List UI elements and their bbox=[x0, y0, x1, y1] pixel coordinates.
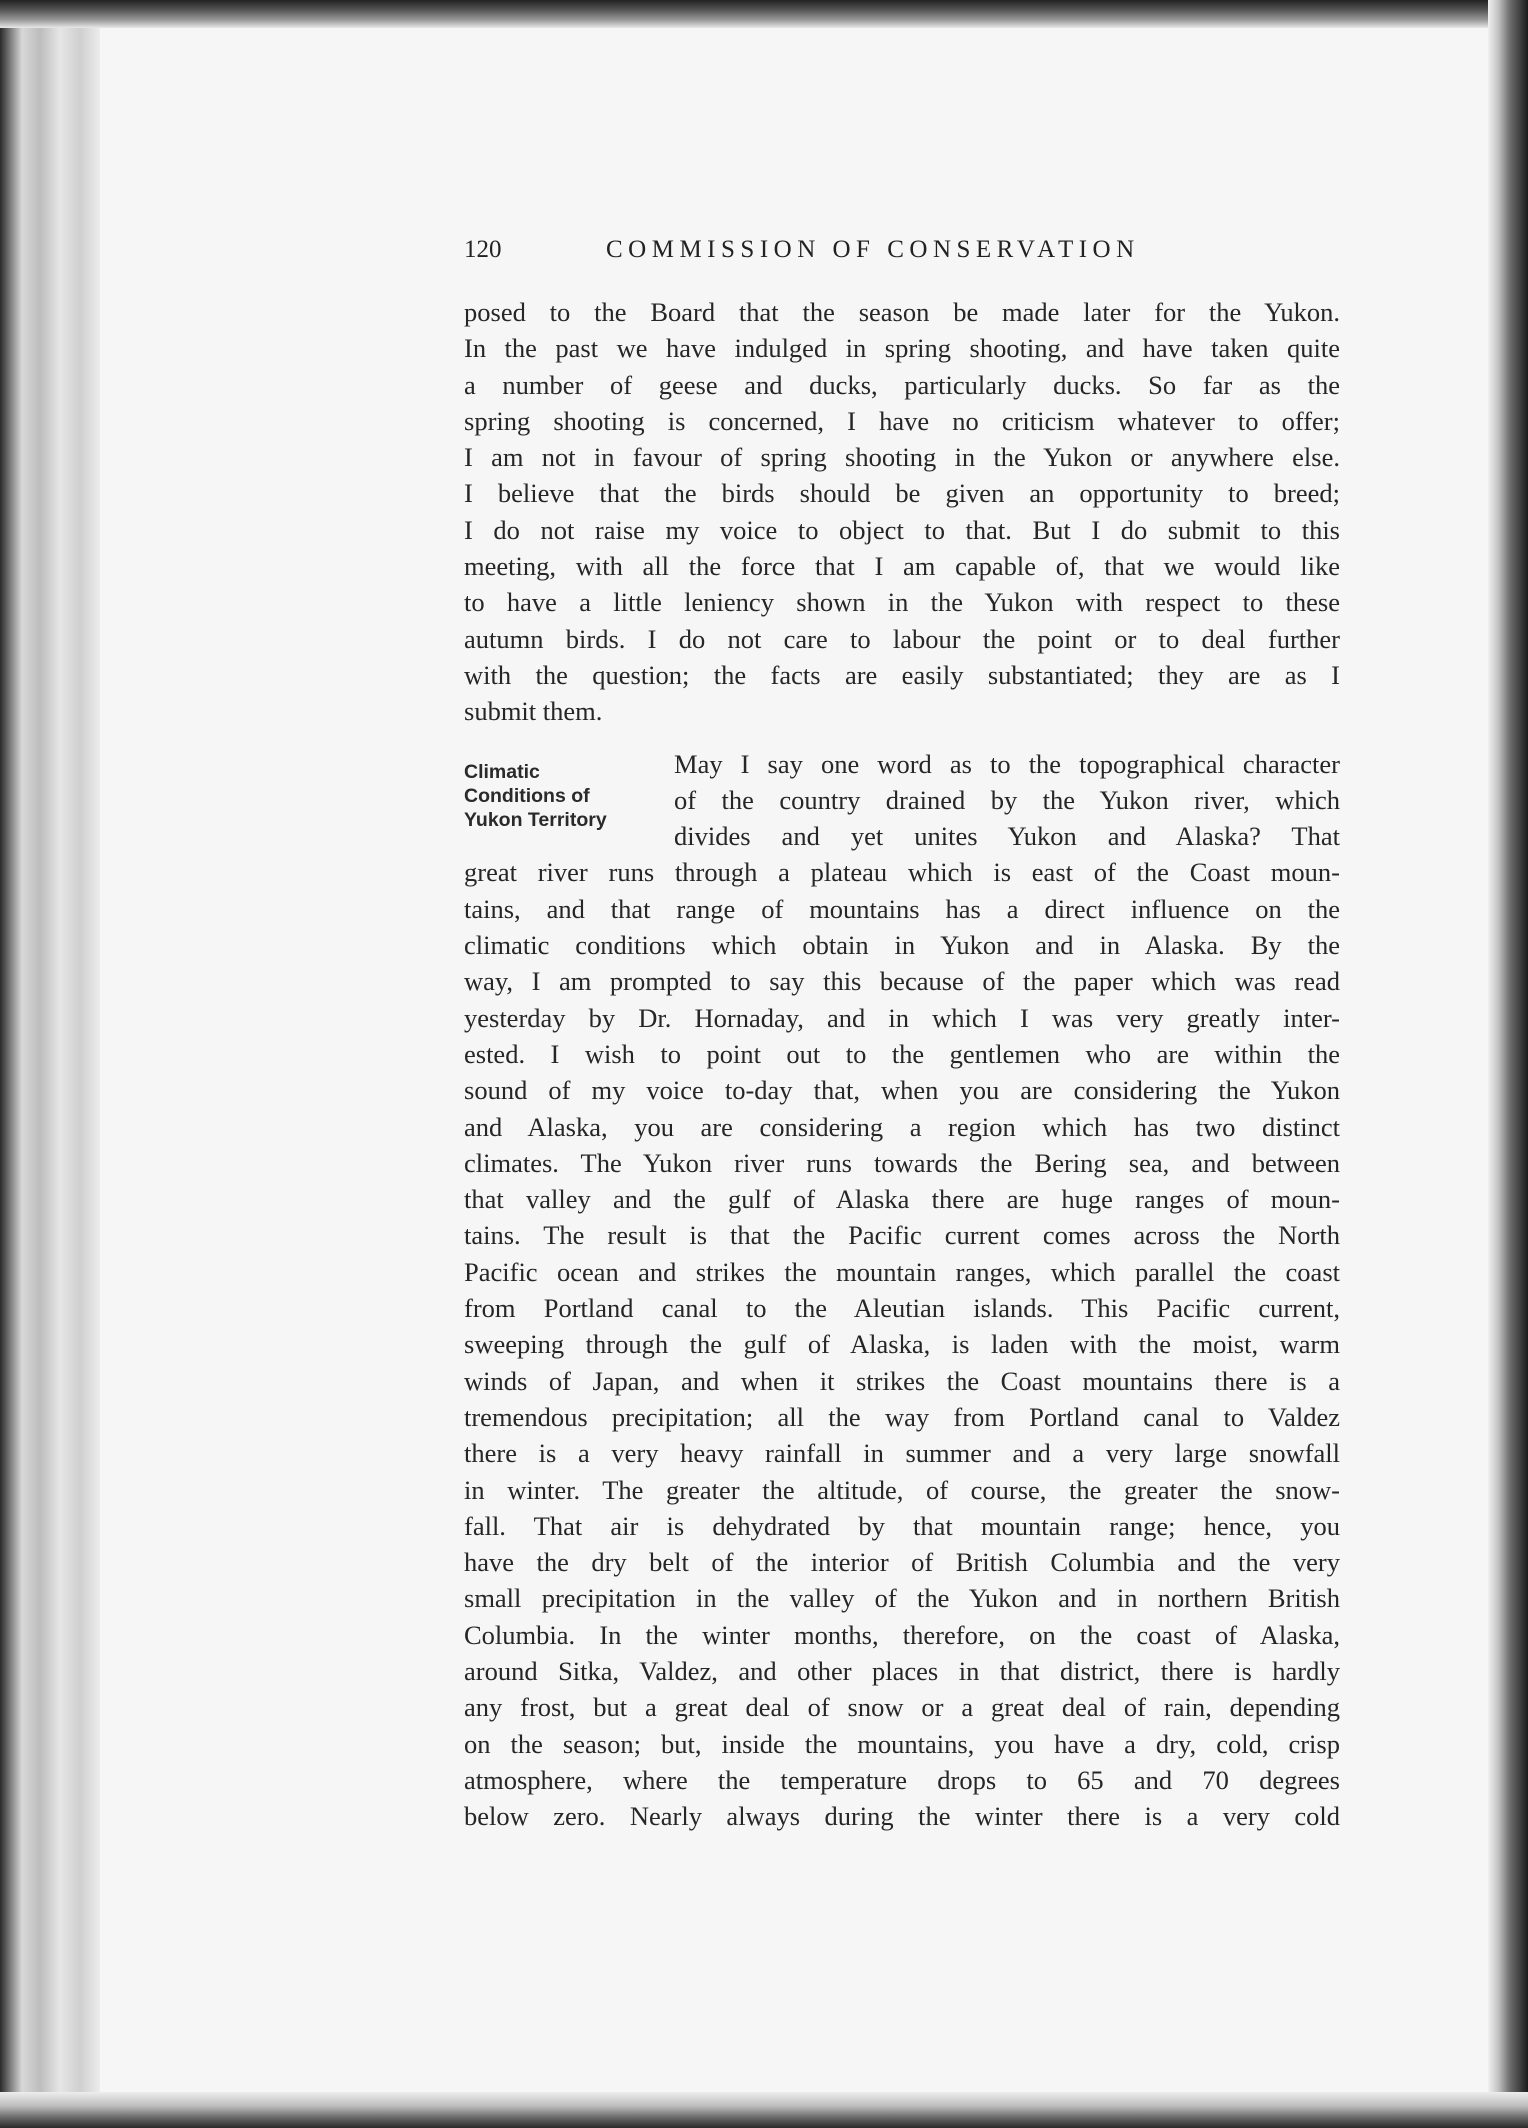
scan-edge-bottom bbox=[0, 2092, 1528, 2128]
text-line: atmosphere, where the temperature drops to 65 and 70 degrees bbox=[464, 1764, 1340, 1795]
text-line: a number of geese and ducks, particularly ducks. So far as the bbox=[464, 369, 1340, 400]
text-line: I am not in favour of spring shooting in the Yukon or anywhere else. bbox=[464, 442, 1340, 473]
text-line: that valley and the gulf of Alaska there are huge ranges of moun- bbox=[464, 1184, 1340, 1215]
text-line: from Portland canal to the Aleutian islands. This Pacific current, bbox=[464, 1293, 1340, 1324]
paragraph-2 bbox=[464, 746, 1340, 1835]
text-line: around Sitka, Valdez, and other places in that district, there is hardly bbox=[464, 1655, 1340, 1686]
text-line: any frost, but a great deal of snow or a great deal of rain, depending bbox=[464, 1692, 1340, 1723]
text-line: tains. The result is that the Pacific current comes across the North bbox=[464, 1220, 1340, 1251]
text-line: climates. The Yukon river runs towards the Bering sea, and between bbox=[464, 1147, 1340, 1178]
sidenote-line: Yukon Territory bbox=[464, 809, 607, 831]
text-line: to have a little leniency shown in the Yukon with respect to these bbox=[464, 587, 1340, 618]
text-line: meeting, with all the force that I am capable of, that we would like bbox=[464, 551, 1340, 582]
scan-edge-right bbox=[1488, 0, 1528, 2128]
text-line: have the dry belt of the interior of British Columbia and the very bbox=[464, 1547, 1340, 1578]
margin-sidenote bbox=[464, 760, 664, 832]
text-line: I do not raise my voice to object to that. But I do submit to this bbox=[464, 514, 1340, 545]
text-line: small precipitation in the valley of the Yukon and in northern British bbox=[464, 1583, 1340, 1614]
text-line: autumn birds. I do not care to labour the point or to deal further bbox=[464, 623, 1340, 654]
text-line: In the past we have indulged in spring shooting, and have taken quite bbox=[464, 333, 1340, 364]
text-line: there is a very heavy rainfall in summer and a very large snowfall bbox=[464, 1438, 1340, 1469]
text-line: winds of Japan, and when it strikes the Coast mountains there is a bbox=[464, 1365, 1340, 1396]
sidenote-line: Conditions of bbox=[464, 785, 590, 807]
text-line: Pacific ocean and strikes the mountain ranges, which parallel the coast bbox=[464, 1256, 1340, 1287]
body-text bbox=[464, 294, 1340, 1834]
text-line: sweeping through the gulf of Alaska, is laden with the moist, warm bbox=[464, 1329, 1340, 1360]
text-line: way, I am prompted to say this because of the paper which was read bbox=[464, 966, 1340, 997]
text-line: of the country drained by the Yukon river, which bbox=[674, 784, 1340, 815]
paragraph-gap bbox=[464, 730, 1340, 746]
scan-edge-top bbox=[0, 0, 1528, 28]
running-title: COMMISSION OF CONSERVATION bbox=[606, 236, 1140, 263]
text-line: below zero. Nearly always during the winter there is a very cold bbox=[464, 1801, 1340, 1832]
text-line: Columbia. In the winter months, therefore, on the coast of Alaska, bbox=[464, 1619, 1340, 1650]
text-line: I believe that the birds should be given an opportunity to breed; bbox=[464, 478, 1340, 509]
text-line: tains, and that range of mountains has a direct influence on the bbox=[464, 893, 1340, 924]
text-line: ested. I wish to point out to the gentlemen who are within the bbox=[464, 1038, 1340, 1069]
paragraph-1 bbox=[464, 294, 1340, 730]
text-line: yesterday by Dr. Hornaday, and in which I was very greatly inter- bbox=[464, 1002, 1340, 1033]
text-line: posed to the Board that the season be made later for the Yukon. bbox=[464, 297, 1340, 327]
text-line: climatic conditions which obtain in Yukon and in Alaska. By the bbox=[464, 930, 1340, 961]
text-line: and Alaska, you are considering a region which has two distinct bbox=[464, 1111, 1340, 1142]
text-line: sound of my voice to-day that, when you are considering the Yukon bbox=[464, 1075, 1340, 1106]
text-line: divides and yet unites Yukon and Alaska? That bbox=[674, 821, 1340, 852]
text-line: on the season; but, inside the mountains, you have a dry, cold, crisp bbox=[464, 1728, 1340, 1759]
text-line: fall. That air is dehydrated by that mountain range; hence, you bbox=[464, 1510, 1340, 1541]
text-line: tremendous precipitation; all the way from Portland canal to Valdez bbox=[464, 1401, 1340, 1432]
sidenote-line: Climatic bbox=[464, 761, 540, 783]
page-number: 120 bbox=[464, 236, 502, 263]
running-head bbox=[464, 232, 1248, 272]
text-line: with the question; the facts are easily substantiated; they are as I bbox=[464, 659, 1340, 690]
text-line: May I say one word as to the topographical character bbox=[674, 748, 1340, 779]
text-line: spring shooting is concerned, I have no criticism whatever to offer; bbox=[464, 405, 1340, 436]
text-line: in winter. The greater the altitude, of course, the greater the snow- bbox=[464, 1474, 1340, 1505]
text-line: great river runs through a plateau which is east of the Coast moun- bbox=[464, 857, 1340, 888]
text-line: submit them. bbox=[464, 696, 603, 727]
